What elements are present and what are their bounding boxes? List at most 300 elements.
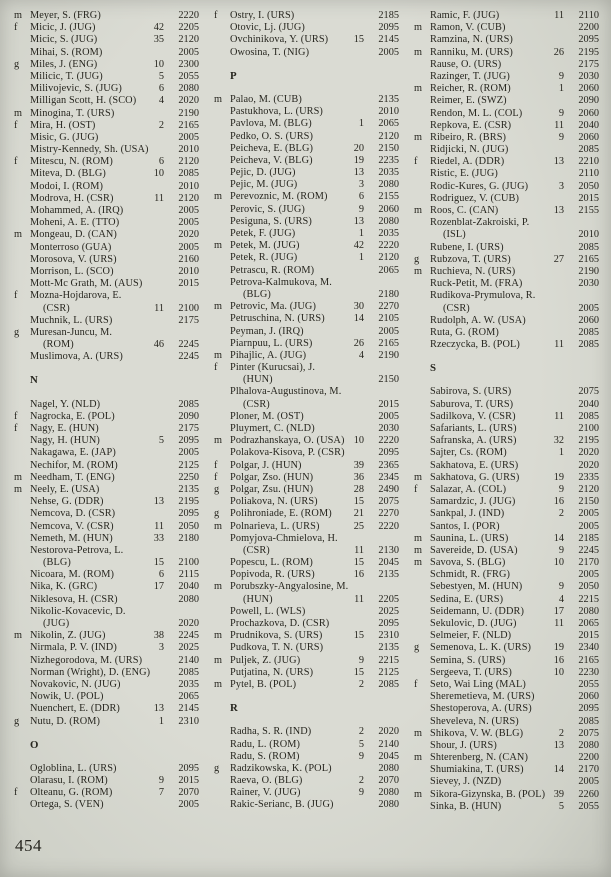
player-name: Razinger, T. (JUG) — [430, 70, 510, 82]
player-name: Modoi, I. (ROM) — [30, 180, 104, 192]
rating-entry — [414, 47, 599, 59]
rating-entry — [14, 447, 199, 459]
player-name: (HUN) — [243, 374, 273, 386]
title-prefix: f — [14, 423, 18, 434]
player-name: Minogina, T. (URS) — [30, 107, 115, 119]
rating-entry — [414, 290, 599, 302]
rating-entry — [214, 630, 399, 642]
player-name: Nuenchert, E. (DDR) — [30, 703, 120, 715]
games-count: 42 — [153, 22, 164, 34]
games-count: 14 — [553, 532, 564, 544]
rating-entry — [14, 799, 199, 811]
rating-entry — [414, 254, 599, 266]
rating-value: 2095 — [378, 447, 399, 459]
player-name: Pavlova, M. (BLG) — [230, 118, 312, 130]
rating-value: 2085 — [178, 398, 199, 410]
rating-entry — [414, 801, 599, 813]
player-name: Savereide, D. (USA) — [430, 544, 518, 556]
rating-value: 2095 — [378, 22, 399, 34]
player-name: Salazar, A. (COL) — [430, 483, 507, 495]
rating-value: 2230 — [578, 666, 599, 678]
rating-entry — [214, 313, 399, 325]
rating-entry — [214, 374, 399, 386]
games-count: 4 — [158, 95, 164, 107]
games-count: 19 — [553, 471, 564, 483]
player-name: Micic, S. (JUG) — [30, 34, 98, 46]
player-name: Savova, S. (BLG) — [430, 557, 506, 569]
rating-entry — [14, 327, 199, 339]
player-name: Santos, I. (POR) — [430, 520, 500, 532]
player-name: Seto, Wai Ling (MAL) — [430, 678, 526, 690]
rating-entry — [414, 691, 599, 703]
title-prefix: f — [414, 678, 418, 690]
games-count: 3 — [558, 180, 564, 192]
rating-entry — [14, 655, 199, 667]
rating-entry — [414, 95, 599, 107]
rating-value: 2010 — [578, 229, 599, 241]
player-name: Nagel, Y. (NLD) — [30, 398, 101, 410]
rating-entry — [14, 83, 199, 95]
rating-value: 2015 — [378, 398, 399, 410]
rating-value: 2080 — [378, 762, 399, 774]
rating-entry — [214, 763, 399, 775]
rating-entry — [414, 606, 599, 618]
rating-entry — [414, 521, 599, 533]
games-count: 16 — [553, 496, 564, 508]
rating-value: 2095 — [178, 435, 199, 447]
rating-value: 2245 — [178, 339, 199, 351]
games-count: 10 — [153, 58, 164, 70]
rating-entry — [414, 278, 599, 290]
player-name: Porubszky-Angyalosine, M. — [230, 581, 349, 593]
player-name: Piarnpuu, L. (URS) — [230, 337, 313, 349]
rating-value: 2065 — [378, 118, 399, 130]
rating-entry — [214, 155, 399, 167]
player-name: Prudnikova, S. (URS) — [230, 630, 323, 642]
player-name: Popivoda, R. (URS) — [230, 569, 315, 581]
rating-value: 2095 — [378, 618, 399, 629]
rating-value: 2055 — [178, 70, 199, 82]
rating-entry — [414, 71, 599, 83]
rating-entry — [414, 303, 599, 315]
player-name: Sabirova, S. (URS) — [430, 386, 512, 398]
rating-value: 2060 — [578, 83, 599, 95]
rating-entry — [414, 59, 599, 71]
games-count: 1 — [358, 118, 364, 130]
rating-value: 2005 — [178, 217, 199, 229]
player-name: Niklesova, H. (CSR) — [30, 593, 118, 605]
rating-value: 2235 — [378, 154, 399, 166]
title-prefix: f — [14, 119, 18, 131]
player-name: Popescu, L. (ROM) — [230, 557, 313, 569]
rating-entry — [214, 265, 399, 277]
rating-value: 2125 — [178, 459, 199, 471]
rating-entry — [214, 411, 399, 423]
player-name: Micic, J. (JUG) — [30, 22, 96, 34]
rating-value: 2005 — [578, 302, 599, 314]
rating-value: 2110 — [578, 10, 599, 21]
player-name: Needham, T. (ENG) — [30, 471, 115, 483]
player-name: Rause, O. (URS) — [430, 58, 502, 70]
title-prefix: m — [414, 22, 423, 34]
player-name: Pesiguna, S. (URS) — [230, 215, 312, 227]
rating-value: 2195 — [578, 46, 599, 58]
rating-entry — [414, 10, 599, 22]
rating-entry — [214, 775, 399, 787]
rating-entry — [14, 254, 199, 266]
title-prefix: m — [414, 46, 423, 58]
rating-entry — [414, 229, 599, 241]
section-header: N — [30, 374, 38, 387]
rating-column-3 — [414, 10, 599, 813]
player-name: Shumiakina, T. (URS) — [430, 764, 524, 776]
player-name: Sinka, B. (HUN) — [430, 800, 502, 812]
player-name: Ovchinikova, Y. (URS) — [230, 34, 329, 46]
rating-entry — [414, 156, 599, 168]
player-name: Riedel, A. (DDR) — [430, 156, 505, 168]
rating-entry — [414, 764, 599, 776]
rating-value: 2215 — [378, 654, 399, 666]
rating-value: 2120 — [378, 130, 399, 142]
title-prefix: m — [214, 191, 223, 203]
rating-value: 2005 — [178, 241, 199, 253]
player-name: (CSR) — [243, 544, 270, 556]
rating-value: 2165 — [578, 253, 599, 265]
rating-value: 2185 — [378, 10, 399, 21]
rating-entry — [214, 252, 399, 264]
rating-value: 2245 — [578, 544, 599, 556]
rating-value: 2300 — [178, 58, 199, 70]
rating-value: 2055 — [578, 678, 599, 690]
title-prefix: m — [414, 205, 423, 216]
games-count: 30 — [353, 301, 364, 313]
rating-value: 2100 — [578, 423, 599, 434]
rating-entry — [14, 132, 199, 144]
rating-value: 2150 — [578, 496, 599, 508]
rating-value: 2085 — [578, 715, 599, 727]
rating-entry — [214, 47, 399, 59]
section-header: S — [430, 362, 437, 375]
games-count: 6 — [158, 569, 164, 581]
player-name: (CSR) — [43, 302, 70, 314]
games-count: 35 — [153, 34, 164, 46]
rating-entry — [414, 716, 599, 728]
rating-value: 2040 — [578, 119, 599, 131]
player-name: Nakagawa, E. (JAP) — [30, 447, 116, 459]
rating-value: 2095 — [178, 762, 199, 774]
rating-entry — [14, 399, 199, 411]
rating-value: 2090 — [578, 95, 599, 107]
player-name: Novakovic, N. (JUG) — [30, 678, 121, 690]
player-name: Reimer, E. (SWZ) — [430, 95, 507, 107]
rating-entry — [14, 679, 199, 691]
title-prefix: f — [14, 410, 18, 422]
rating-value: 2310 — [378, 630, 399, 642]
player-name: Mozna-Hojdarova, E. — [30, 290, 122, 302]
player-name: Miteva, D. (BLG) — [30, 168, 106, 180]
rating-entry — [414, 242, 599, 254]
games-count: 42 — [353, 240, 364, 252]
title-prefix: m — [214, 630, 223, 642]
rating-entry — [14, 290, 199, 302]
rating-value: 2090 — [178, 410, 199, 422]
rating-entry — [414, 435, 599, 447]
player-name: Radu, L. (ROM) — [230, 738, 301, 750]
rating-value: 2085 — [578, 144, 599, 156]
rating-value: 2140 — [378, 738, 399, 750]
rating-entry — [14, 120, 199, 132]
title-prefix: f — [214, 362, 218, 374]
rating-entry — [414, 594, 599, 606]
rating-value: 2175 — [178, 314, 199, 326]
rating-value: 2065 — [378, 264, 399, 276]
rating-value: 2050 — [578, 581, 599, 593]
rating-entry — [214, 642, 399, 654]
rating-entry — [214, 326, 399, 338]
player-name: Shour, J. (URS) — [430, 739, 497, 751]
games-count: 13 — [153, 703, 164, 715]
player-name: Mohammed, A. (IRQ) — [30, 205, 124, 216]
rating-entry — [414, 217, 599, 229]
rating-value: 2075 — [578, 386, 599, 398]
title-prefix: f — [14, 156, 18, 168]
title-prefix: g — [14, 326, 20, 338]
rating-value: 2045 — [378, 557, 399, 569]
rating-entry — [414, 108, 599, 120]
player-name: Pihajlic, A. (JUG) — [230, 349, 307, 361]
rating-value: 2120 — [178, 34, 199, 46]
title-prefix: m — [214, 435, 223, 447]
rating-value: 2110 — [578, 168, 599, 180]
games-count: 27 — [553, 253, 564, 265]
rating-value: 2105 — [378, 313, 399, 325]
games-count: 15 — [353, 34, 364, 46]
rating-entry — [414, 205, 599, 217]
rating-value: 2020 — [178, 95, 199, 107]
player-name: Prochazkova, D. (CSR) — [230, 618, 330, 629]
rating-value: 2085 — [578, 241, 599, 253]
games-count: 36 — [353, 471, 364, 483]
games-count: 9 — [358, 203, 364, 215]
page-number: 454 — [15, 836, 42, 855]
player-name: (CSR) — [443, 302, 470, 314]
rating-entry — [414, 569, 599, 581]
player-name: Semina, S. (URS) — [430, 654, 506, 666]
games-count: 3 — [158, 642, 164, 654]
player-name: Nikolic-Kovacevic, D. — [30, 605, 126, 617]
games-count: 15 — [153, 557, 164, 569]
player-name: Peicheva, V. (BLG) — [230, 154, 313, 166]
rating-value: 2080 — [178, 83, 199, 95]
rating-entry — [414, 34, 599, 46]
player-name: Moheni, A. E. (TTO) — [30, 217, 120, 229]
rating-entry — [414, 83, 599, 95]
games-count: 38 — [153, 630, 164, 642]
rating-value: 2010 — [178, 144, 199, 156]
rating-entry — [214, 228, 399, 240]
player-name: Powell, L. (WLS) — [230, 605, 306, 617]
rating-entry — [214, 751, 399, 763]
player-name: Rubene, I. (URS) — [430, 241, 504, 253]
rating-entry — [14, 303, 199, 315]
rating-entry — [414, 447, 599, 459]
games-count: 9 — [558, 107, 564, 119]
player-name: Misic, G. (JUG) — [30, 131, 99, 143]
rating-entry — [14, 581, 199, 593]
title-prefix: m — [414, 265, 423, 277]
rating-entry — [14, 315, 199, 327]
player-name: Sakhatova, G. (URS) — [430, 471, 520, 483]
player-name: Pluymert, C. (NLD) — [230, 423, 315, 434]
rating-entry — [414, 642, 599, 654]
rating-value: 2020 — [378, 726, 399, 738]
rating-entry — [14, 606, 199, 618]
rating-value: 2365 — [378, 459, 399, 471]
rating-entry — [214, 472, 399, 484]
rating-value: 2030 — [578, 278, 599, 290]
player-name: Petrascu, R. (ROM) — [230, 264, 315, 276]
player-name: (ISL) — [443, 229, 466, 241]
player-name: Ramon, V. (CUB) — [430, 22, 506, 34]
player-name: Nirmala, P. V. (IND) — [30, 642, 117, 654]
rating-entry — [414, 181, 599, 193]
rating-entry — [14, 193, 199, 205]
title-prefix: g — [414, 642, 420, 654]
rating-value: 2245 — [178, 630, 199, 642]
player-name: Ridjicki, N. (JUG) — [430, 144, 509, 156]
rating-value: 2155 — [578, 205, 599, 216]
rating-entry — [14, 34, 199, 46]
rating-entry — [14, 642, 199, 654]
player-name: Roos, C. (CAN) — [430, 205, 499, 216]
rating-value: 2120 — [378, 252, 399, 264]
player-name: Nicoara, M. (ROM) — [30, 569, 115, 581]
games-count: 17 — [553, 605, 564, 617]
rating-value: 2120 — [178, 156, 199, 168]
games-count: 14 — [353, 313, 364, 325]
rating-value: 2185 — [578, 532, 599, 544]
rating-value: 2135 — [378, 569, 399, 581]
player-name: Rendon, M. L. (COL) — [430, 107, 523, 119]
player-name: Polihroniade, E. (ROM) — [230, 508, 332, 520]
rating-entry — [214, 581, 399, 593]
rating-entry — [214, 179, 399, 191]
rating-value: 2085 — [178, 168, 199, 180]
rating-value: 2030 — [378, 423, 399, 434]
player-name: Rudolph, A. W. (USA) — [430, 314, 526, 326]
player-name: Rodic-Kures, G. (JUG) — [430, 180, 529, 192]
rating-entry — [14, 144, 199, 156]
rating-entry — [414, 423, 599, 435]
player-name: Ogloblina, L. (URS) — [30, 762, 117, 774]
games-count: 21 — [353, 508, 364, 520]
games-count: 20 — [353, 142, 364, 154]
rating-entry — [414, 776, 599, 788]
title-prefix: m — [414, 557, 423, 569]
rating-entry — [414, 411, 599, 423]
rating-entry — [214, 667, 399, 679]
player-name: Sievey, J. (NZD) — [430, 776, 502, 788]
player-name: Pedko, O. S. (URS) — [230, 130, 314, 142]
player-name: Plhalova-Augustinova, M. — [230, 386, 342, 398]
player-name: Ruchieva, N. (URS) — [430, 265, 516, 277]
rating-value: 2175 — [578, 58, 599, 70]
player-name: Shestoperova, A. (URS) — [430, 703, 532, 715]
rating-entry — [214, 569, 399, 581]
player-name: Semenova, L. K. (URS) — [430, 642, 532, 654]
rating-entry — [414, 168, 599, 180]
rating-value: 2050 — [578, 180, 599, 192]
rating-value: 2080 — [378, 179, 399, 191]
player-name: Radzikowska, K. (POL) — [230, 762, 332, 774]
player-name: Puljek, Z. (JUG) — [230, 654, 301, 666]
player-name: Sedina, E. (URS) — [430, 593, 504, 605]
player-name: Reicher, R. (ROM) — [430, 83, 511, 95]
rating-value: 2340 — [578, 642, 599, 654]
rating-entry — [214, 10, 399, 22]
rating-entry — [14, 168, 199, 180]
rating-value: 2065 — [178, 691, 199, 703]
rating-entry — [14, 411, 199, 423]
rating-entry — [14, 569, 199, 581]
rating-value: 2035 — [378, 167, 399, 179]
player-name: Pinter (Kurucsai), J. — [230, 362, 316, 374]
rating-entry — [414, 789, 599, 801]
games-count: 39 — [553, 788, 564, 800]
rating-value: 2005 — [378, 46, 399, 58]
player-name: Petek, M. (JUG) — [230, 240, 300, 252]
player-name: (BLG) — [243, 288, 271, 300]
rating-entry — [414, 557, 599, 569]
rating-entry — [214, 521, 399, 533]
player-name: Pejic, D. (JUG) — [230, 167, 296, 179]
rating-value: 2050 — [178, 520, 199, 532]
player-name: Petruschina, N. (URS) — [230, 313, 325, 325]
player-name: Nagy, E. (HUN) — [30, 423, 99, 434]
rating-value: 2095 — [578, 703, 599, 715]
rating-entry — [214, 679, 399, 691]
player-name: Nika, K. (GRC) — [30, 581, 98, 593]
rating-value: 2100 — [178, 302, 199, 314]
player-name: Petrovic, Ma. (JUG) — [230, 301, 316, 313]
rating-entry — [14, 95, 199, 107]
rating-entry — [414, 472, 599, 484]
rating-value: 2060 — [578, 314, 599, 326]
rating-entry — [14, 339, 199, 351]
rating-entry — [214, 386, 399, 398]
player-name: Nehse, G. (DDR) — [30, 496, 104, 508]
rating-entry — [414, 545, 599, 557]
rating-entry — [14, 242, 199, 254]
rating-value: 2085 — [578, 326, 599, 338]
rating-entry — [414, 679, 599, 691]
games-count: 6 — [158, 156, 164, 168]
rating-entry — [214, 167, 399, 179]
rating-value: 2220 — [178, 10, 199, 21]
rating-entry — [414, 728, 599, 740]
games-count: 7 — [158, 787, 164, 799]
rating-value: 2100 — [178, 557, 199, 569]
player-name: Pytel, B. (POL) — [230, 678, 297, 690]
games-count: 15 — [353, 630, 364, 642]
rating-value: 2195 — [578, 435, 599, 447]
title-prefix: m — [14, 471, 23, 483]
title-prefix: m — [14, 630, 23, 642]
games-count: 11 — [554, 410, 564, 422]
player-name: Ruta, G. (ROM) — [430, 326, 499, 338]
games-count: 6 — [358, 191, 364, 203]
rating-entry — [414, 484, 599, 496]
